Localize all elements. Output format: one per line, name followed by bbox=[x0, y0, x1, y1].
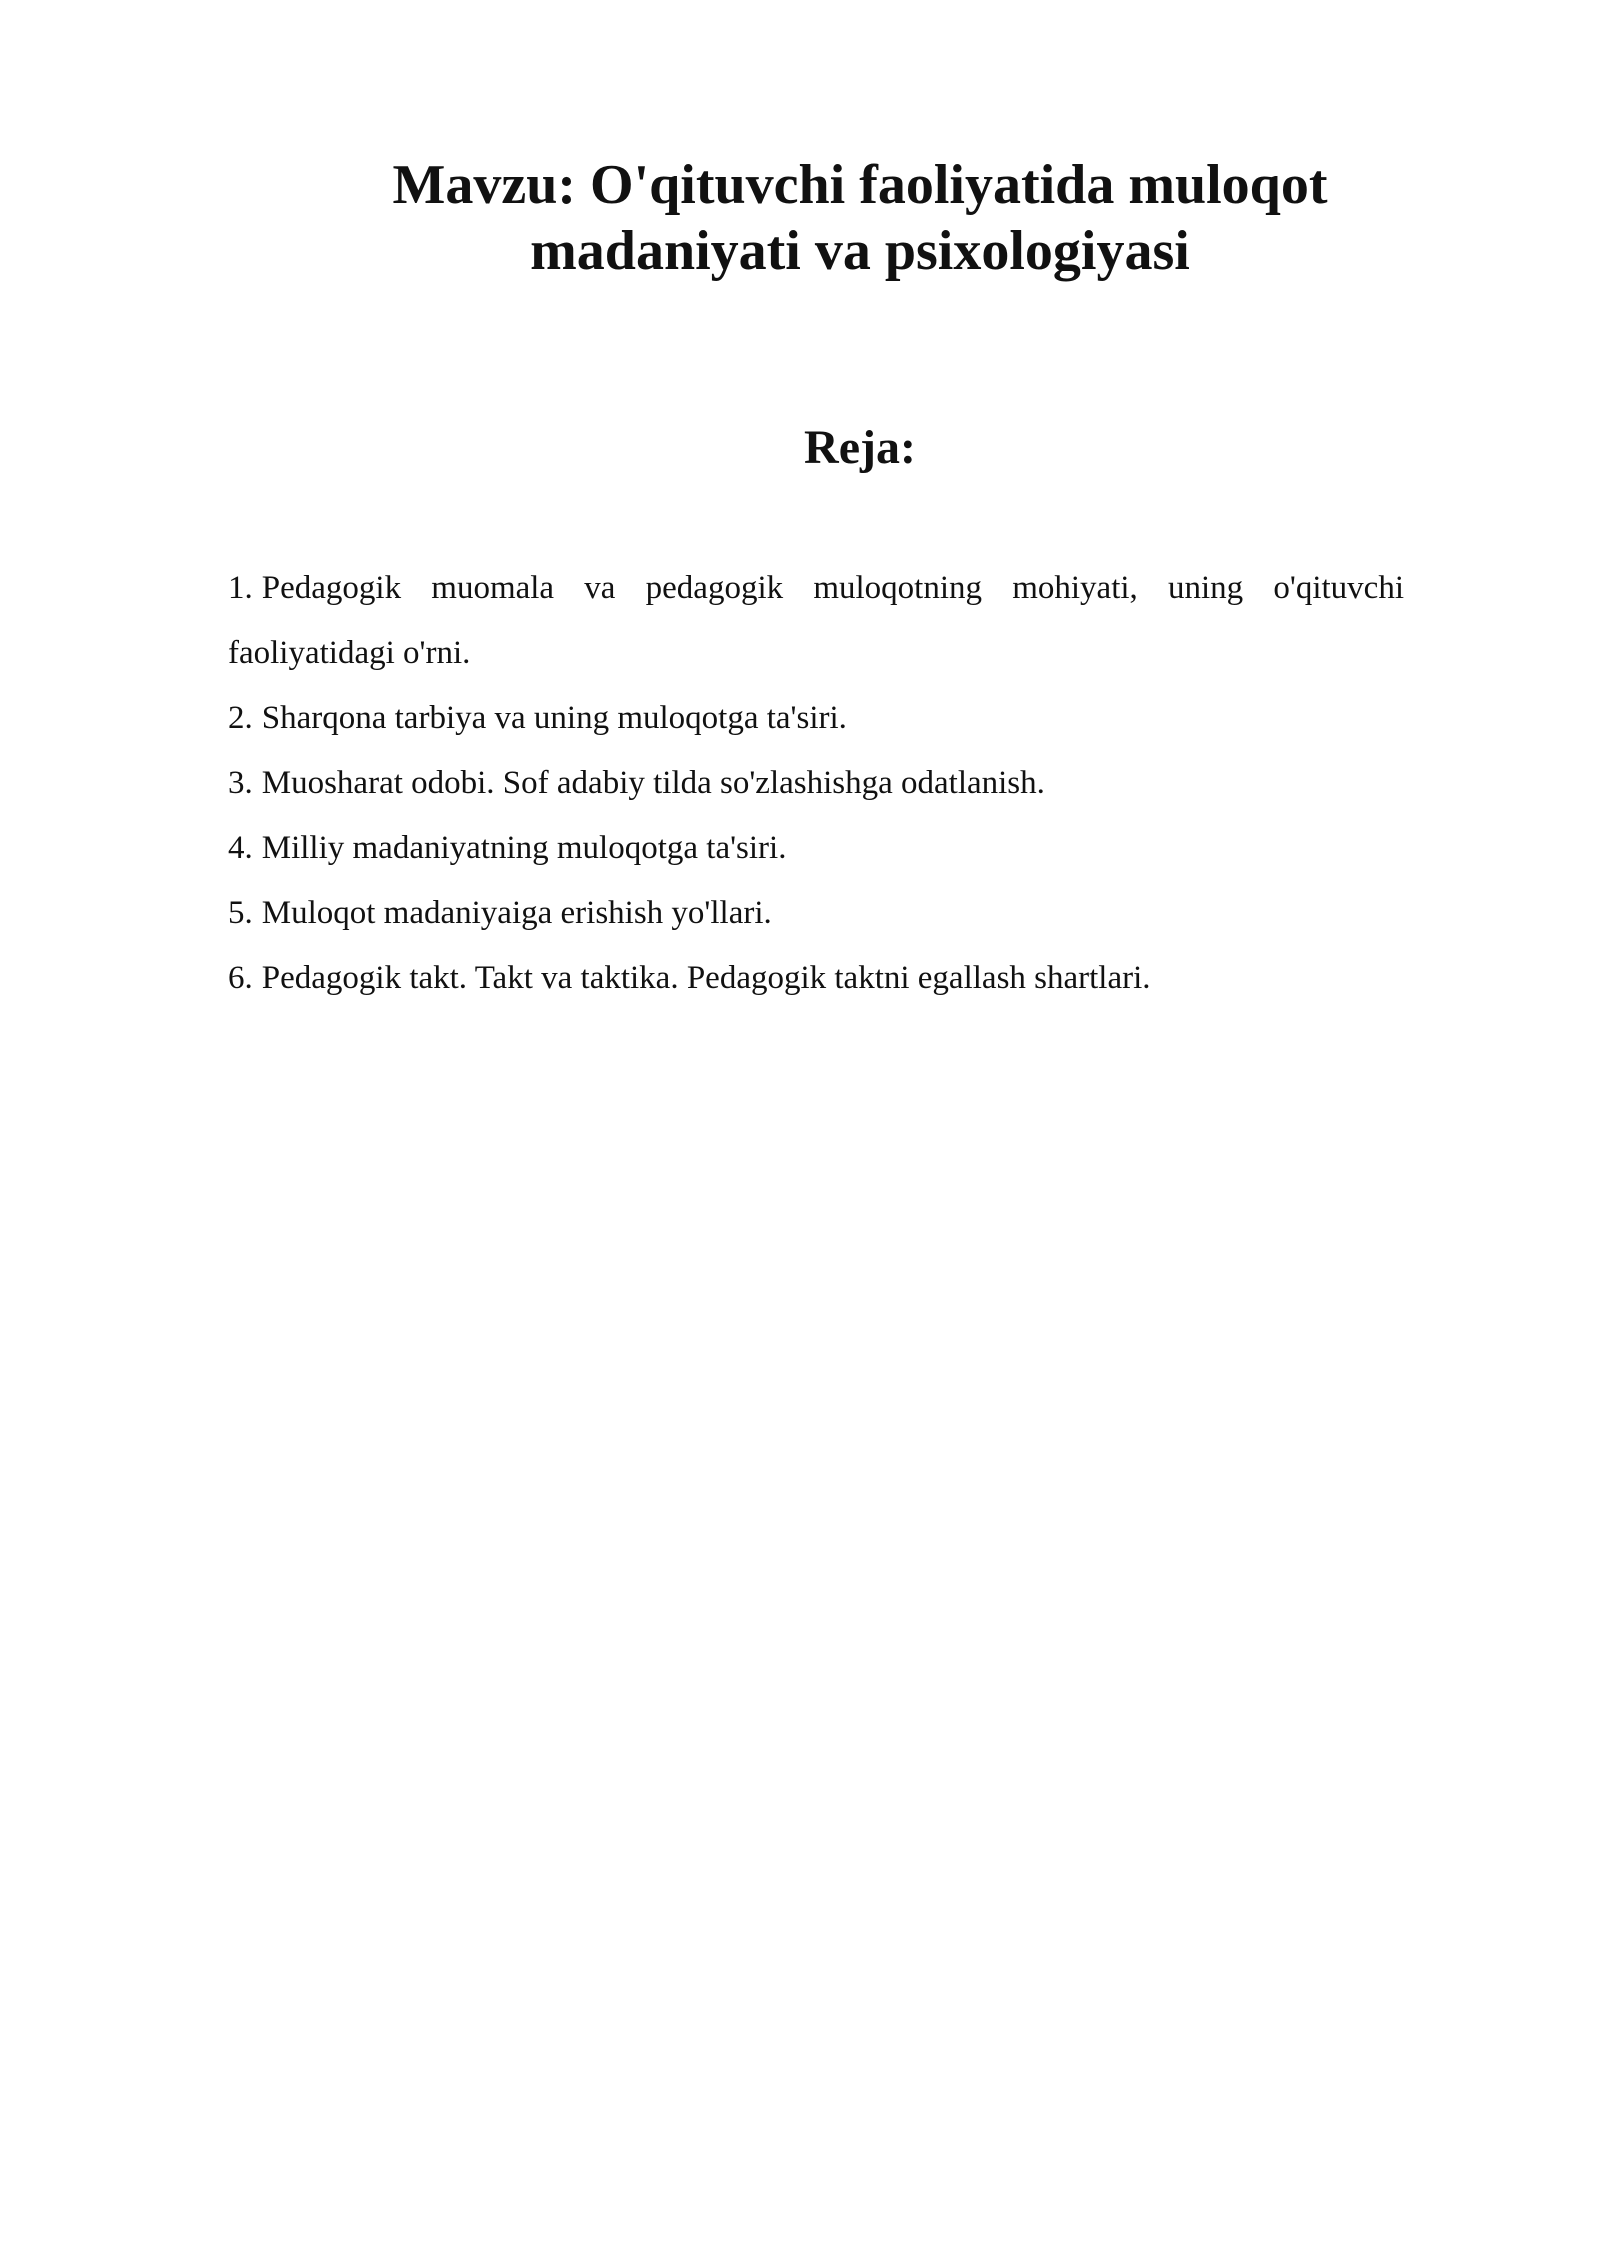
document-title: Mavzu: O'qituvchi faoliyatida muloqot madaniyati va psixologiyasi bbox=[392, 154, 1328, 282]
plan-item-number: 6. bbox=[228, 960, 253, 996]
plan-heading: Reja: bbox=[804, 421, 916, 474]
plan-item-number: 3. bbox=[228, 765, 253, 801]
plan-item-text: Pedagogik takt. Takt va taktika. Pedagogik taktni egallash shartlari. bbox=[261, 960, 1151, 996]
plan-item-text: Muloqot madaniyaiga erishish yo'llari. bbox=[261, 895, 772, 931]
plan-item-text: Pedagogik muomala va pedagogik muloqotning mohiyati, uning o'qituvchi faoliyatidagi o'rni. bbox=[228, 570, 1404, 671]
plan-item-6 bbox=[228, 946, 1404, 1011]
plan-item-number: 5. bbox=[228, 895, 253, 931]
plan-item-text: Sharqona tarbiya va uning muloqotga ta'siri. bbox=[261, 700, 847, 736]
plan-item-5 bbox=[228, 881, 1404, 946]
plan-item-number: 4. bbox=[228, 830, 253, 866]
plan-list bbox=[228, 556, 1404, 1011]
plan-item-text: Milliy madaniyatning muloqotga ta'siri. bbox=[261, 830, 787, 866]
plan-item-4 bbox=[228, 816, 1404, 881]
plan-item-2 bbox=[228, 686, 1404, 751]
plan-item-text: Muosharat odobi. Sof adabiy tilda so'zlashishga odatlanish. bbox=[261, 765, 1045, 801]
plan-item-number: 2. bbox=[228, 700, 253, 736]
plan-item-3 bbox=[228, 751, 1404, 816]
plan-item-number: 1. bbox=[228, 570, 253, 606]
plan-item-1 bbox=[228, 556, 1404, 686]
